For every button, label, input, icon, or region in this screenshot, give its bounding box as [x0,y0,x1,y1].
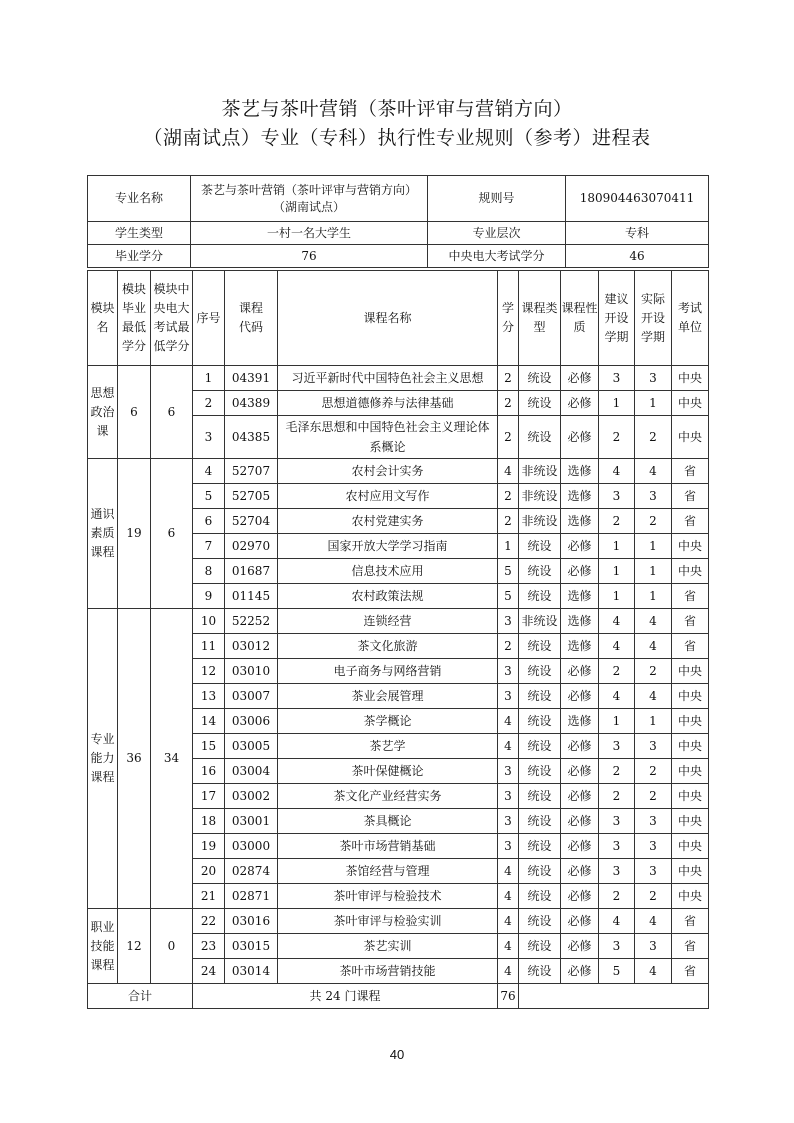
cell-credit: 2 [498,366,519,391]
cell-credit: 4 [498,859,519,884]
cell-type: 统设 [519,634,561,659]
cell-nature: 选修 [561,634,599,659]
cell-code: 03016 [225,909,278,934]
major-name-value: 茶艺与茶叶营销（茶叶评审与营销方向）（湖南试点） [191,176,428,222]
cell-name: 茶艺学 [278,734,498,759]
cell-seq: 19 [193,834,225,859]
cell-suggest: 4 [599,684,635,709]
cell-suggest: 4 [599,909,635,934]
cell-credit: 4 [498,459,519,484]
cell-exam: 中央 [672,734,709,759]
cell-nature: 选修 [561,459,599,484]
cell-suggest: 3 [599,934,635,959]
total-blank [519,984,709,1009]
cell-nature: 必修 [561,784,599,809]
header-code: 课程代码 [225,271,278,366]
cell-name: 连锁经营 [278,609,498,634]
module-central-credits: 6 [151,459,193,609]
cell-credit: 1 [498,534,519,559]
cell-credit: 4 [498,709,519,734]
cell-seq: 4 [193,459,225,484]
cell-nature: 必修 [561,659,599,684]
cell-name: 茶学概论 [278,709,498,734]
cell-type: 统设 [519,759,561,784]
cell-nature: 必修 [561,534,599,559]
cell-type: 统设 [519,391,561,416]
cell-actual: 4 [635,459,672,484]
cell-credit: 5 [498,559,519,584]
cell-type: 统设 [519,684,561,709]
cell-code: 52705 [225,484,278,509]
cell-code: 04385 [225,416,278,459]
major-name-label: 专业名称 [88,176,191,222]
header-suggest: 建议开设学期 [599,271,635,366]
cell-nature: 必修 [561,684,599,709]
cell-code: 52704 [225,509,278,534]
course-table [87,270,709,1009]
module-name: 职业技能课程 [88,909,118,984]
cell-name: 农村党建实务 [278,509,498,534]
cell-suggest: 3 [599,734,635,759]
cell-suggest: 3 [599,809,635,834]
cell-actual: 4 [635,909,672,934]
cell-credit: 2 [498,509,519,534]
cell-credit: 4 [498,934,519,959]
cell-nature: 必修 [561,759,599,784]
cell-code: 03006 [225,709,278,734]
cell-type: 非统设 [519,609,561,634]
cell-exam: 省 [672,934,709,959]
cell-suggest: 1 [599,584,635,609]
cell-credit: 2 [498,416,519,459]
cell-credit: 4 [498,884,519,909]
page-number: 40 [389,1047,405,1062]
cell-name: 茶叶审评与检验技术 [278,884,498,909]
cell-exam: 省 [672,584,709,609]
cell-actual: 1 [635,391,672,416]
cell-exam: 省 [672,484,709,509]
total-row [88,984,709,1009]
module-min-credits: 12 [118,909,151,984]
cell-code: 03007 [225,684,278,709]
header-exam: 考试单位 [672,271,709,366]
cell-code: 52707 [225,459,278,484]
cell-actual: 3 [635,484,672,509]
document-title-line1: 茶艺与茶叶营销（茶叶评审与营销方向） [221,98,573,120]
cell-actual: 1 [635,559,672,584]
header-seq: 序号 [193,271,225,366]
cell-type: 统设 [519,559,561,584]
cell-code: 02874 [225,859,278,884]
cell-suggest: 2 [599,759,635,784]
cell-credit: 3 [498,809,519,834]
cell-seq: 1 [193,366,225,391]
cell-credit: 5 [498,584,519,609]
cell-seq: 13 [193,684,225,709]
cell-type: 统设 [519,934,561,959]
cell-code: 02871 [225,884,278,909]
cell-nature: 必修 [561,809,599,834]
header-nature: 课程性质 [561,271,599,366]
cell-actual: 2 [635,509,672,534]
cell-name: 信息技术应用 [278,559,498,584]
cell-nature: 必修 [561,366,599,391]
cell-seq: 5 [193,484,225,509]
cell-actual: 3 [635,934,672,959]
table-row [88,609,709,634]
cell-suggest: 4 [599,459,635,484]
cell-actual: 1 [635,534,672,559]
cell-seq: 15 [193,734,225,759]
cell-type: 统设 [519,809,561,834]
cell-name: 茶文化产业经营实务 [278,784,498,809]
header-credit: 学分 [498,271,519,366]
cell-credit: 2 [498,391,519,416]
total-label: 合计 [88,984,193,1009]
cell-credit: 4 [498,734,519,759]
cell-actual: 4 [635,609,672,634]
cell-code: 01687 [225,559,278,584]
cell-name: 农村政策法规 [278,584,498,609]
cell-actual: 2 [635,784,672,809]
module-name: 思想政治课 [88,366,118,459]
cell-credit: 3 [498,834,519,859]
cell-actual: 2 [635,659,672,684]
cell-type: 统设 [519,859,561,884]
cell-name: 茶业会展管理 [278,684,498,709]
table-row [88,909,709,934]
cell-name: 茶馆经营与管理 [278,859,498,884]
cell-credit: 3 [498,609,519,634]
cell-exam: 中央 [672,559,709,584]
header-name: 课程名称 [278,271,498,366]
credits-label: 毕业学分 [88,245,191,268]
credits-value: 76 [191,245,428,268]
cell-seq: 8 [193,559,225,584]
cell-actual: 3 [635,366,672,391]
cell-exam: 省 [672,909,709,934]
cell-seq: 20 [193,859,225,884]
cell-code: 03005 [225,734,278,759]
cell-type: 统设 [519,584,561,609]
cell-actual: 3 [635,834,672,859]
cell-credit: 4 [498,909,519,934]
cell-name: 茶文化旅游 [278,634,498,659]
cell-seq: 22 [193,909,225,934]
cell-exam: 中央 [672,859,709,884]
cell-code: 02970 [225,534,278,559]
cell-seq: 23 [193,934,225,959]
cell-seq: 11 [193,634,225,659]
cell-type: 统设 [519,784,561,809]
cell-name: 思想道德修养与法律基础 [278,391,498,416]
cell-nature: 必修 [561,416,599,459]
cell-exam: 中央 [672,709,709,734]
cell-exam: 中央 [672,684,709,709]
cell-seq: 12 [193,659,225,684]
cell-nature: 必修 [561,959,599,984]
cell-exam: 中央 [672,659,709,684]
cell-name: 国家开放大学学习指南 [278,534,498,559]
cell-code: 03010 [225,659,278,684]
header-module: 模块名 [88,271,118,366]
cell-nature: 必修 [561,884,599,909]
cell-actual: 3 [635,859,672,884]
cell-code: 03004 [225,759,278,784]
cell-seq: 21 [193,884,225,909]
cell-code: 52252 [225,609,278,634]
cell-suggest: 2 [599,659,635,684]
cell-nature: 必修 [561,934,599,959]
cell-exam: 省 [672,959,709,984]
cell-type: 统设 [519,416,561,459]
cell-code: 04389 [225,391,278,416]
cell-nature: 必修 [561,859,599,884]
student-type-label: 学生类型 [88,222,191,245]
cell-suggest: 1 [599,709,635,734]
header-module-central: 模块中央电大考试最低学分 [151,271,193,366]
cell-seq: 16 [193,759,225,784]
cell-actual: 4 [635,959,672,984]
cell-nature: 选修 [561,509,599,534]
cell-seq: 14 [193,709,225,734]
level-label: 专业层次 [428,222,566,245]
cell-credit: 2 [498,634,519,659]
cell-type: 统设 [519,959,561,984]
cell-code: 01145 [225,584,278,609]
cell-actual: 1 [635,584,672,609]
cell-name: 农村应用文写作 [278,484,498,509]
cell-suggest: 5 [599,959,635,984]
total-courses: 共 24 门课程 [193,984,498,1009]
cell-name: 毛泽东思想和中国特色社会主义理论体系概论 [278,416,498,459]
cell-exam: 省 [672,459,709,484]
cell-type: 统设 [519,884,561,909]
cell-nature: 选修 [561,709,599,734]
cell-suggest: 3 [599,834,635,859]
central-exam-value: 46 [566,245,709,268]
document-title-line2: （湖南试点）专业（专科）执行性专业规则（参考）进程表 [143,127,651,149]
cell-suggest: 1 [599,534,635,559]
cell-seq: 24 [193,959,225,984]
cell-name: 电子商务与网络营销 [278,659,498,684]
module-min-credits: 19 [118,459,151,609]
cell-exam: 中央 [672,366,709,391]
cell-code: 03012 [225,634,278,659]
cell-actual: 4 [635,684,672,709]
cell-exam: 省 [672,509,709,534]
cell-seq: 7 [193,534,225,559]
cell-actual: 1 [635,709,672,734]
cell-exam: 中央 [672,759,709,784]
cell-name: 茶叶市场营销技能 [278,959,498,984]
cell-code: 04391 [225,366,278,391]
cell-suggest: 2 [599,509,635,534]
header-row [88,271,709,366]
cell-credit: 3 [498,784,519,809]
cell-exam: 省 [672,634,709,659]
cell-type: 非统设 [519,484,561,509]
cell-nature: 选修 [561,609,599,634]
cell-type: 统设 [519,909,561,934]
cell-seq: 18 [193,809,225,834]
cell-seq: 2 [193,391,225,416]
cell-suggest: 3 [599,366,635,391]
cell-seq: 6 [193,509,225,534]
cell-nature: 必修 [561,834,599,859]
cell-code: 03000 [225,834,278,859]
cell-name: 茶叶市场营销基础 [278,834,498,859]
info-table [87,175,709,268]
cell-exam: 中央 [672,809,709,834]
cell-nature: 选修 [561,584,599,609]
cell-actual: 2 [635,416,672,459]
module-central-credits: 0 [151,909,193,984]
module-name: 专业能力课程 [88,609,118,909]
table-row [88,459,709,484]
table-row [88,366,709,391]
cell-credit: 3 [498,759,519,784]
cell-name: 习近平新时代中国特色社会主义思想 [278,366,498,391]
cell-type: 统设 [519,834,561,859]
cell-actual: 2 [635,759,672,784]
cell-suggest: 1 [599,391,635,416]
cell-suggest: 3 [599,484,635,509]
module-central-credits: 6 [151,366,193,459]
cell-code: 03001 [225,809,278,834]
cell-name: 农村会计实务 [278,459,498,484]
cell-actual: 3 [635,809,672,834]
cell-name: 茶具概论 [278,809,498,834]
rule-no-label: 规则号 [428,176,566,222]
cell-suggest: 4 [599,609,635,634]
cell-suggest: 1 [599,559,635,584]
total-credits: 76 [498,984,519,1009]
cell-code: 03015 [225,934,278,959]
cell-type: 统设 [519,734,561,759]
cell-actual: 4 [635,634,672,659]
cell-credit: 2 [498,484,519,509]
cell-seq: 10 [193,609,225,634]
module-min-credits: 36 [118,609,151,909]
cell-exam: 省 [672,609,709,634]
cell-type: 统设 [519,366,561,391]
cell-exam: 中央 [672,391,709,416]
cell-credit: 3 [498,659,519,684]
student-type-value: 一村一名大学生 [191,222,428,245]
cell-nature: 必修 [561,909,599,934]
cell-nature: 选修 [561,484,599,509]
cell-exam: 中央 [672,884,709,909]
cell-credit: 3 [498,684,519,709]
cell-nature: 必修 [561,734,599,759]
header-type: 课程类型 [519,271,561,366]
cell-suggest: 2 [599,784,635,809]
cell-type: 统设 [519,534,561,559]
cell-exam: 中央 [672,416,709,459]
cell-seq: 17 [193,784,225,809]
cell-seq: 9 [193,584,225,609]
cell-suggest: 3 [599,859,635,884]
cell-type: 统设 [519,659,561,684]
module-central-credits: 34 [151,609,193,909]
cell-suggest: 2 [599,416,635,459]
cell-credit: 4 [498,959,519,984]
cell-nature: 必修 [561,559,599,584]
rule-no-value: 180904463070411 [566,176,709,222]
module-name: 通识素质课程 [88,459,118,609]
cell-actual: 3 [635,734,672,759]
header-actual: 实际开设学期 [635,271,672,366]
cell-type: 非统设 [519,459,561,484]
header-module-min: 模块毕业最低学分 [118,271,151,366]
cell-name: 茶叶保健概论 [278,759,498,784]
cell-type: 非统设 [519,509,561,534]
cell-suggest: 4 [599,634,635,659]
cell-code: 03014 [225,959,278,984]
level-value: 专科 [566,222,709,245]
cell-exam: 中央 [672,784,709,809]
central-exam-label: 中央电大考试学分 [428,245,566,268]
cell-suggest: 2 [599,884,635,909]
cell-name: 茶叶审评与检验实训 [278,909,498,934]
cell-actual: 2 [635,884,672,909]
cell-exam: 中央 [672,834,709,859]
cell-nature: 必修 [561,391,599,416]
cell-code: 03002 [225,784,278,809]
module-min-credits: 6 [118,366,151,459]
cell-name: 茶艺实训 [278,934,498,959]
cell-exam: 中央 [672,534,709,559]
cell-seq: 3 [193,416,225,459]
cell-type: 统设 [519,709,561,734]
